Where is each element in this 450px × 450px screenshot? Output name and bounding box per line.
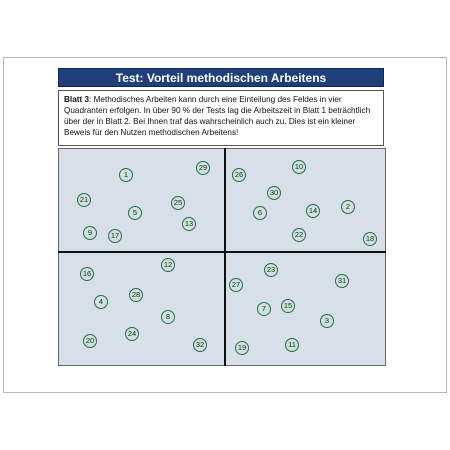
number-circle[interactable]: 4: [94, 295, 108, 309]
number-circle[interactable]: 10: [292, 160, 306, 174]
number-circle[interactable]: 24: [125, 327, 139, 341]
number-circle[interactable]: 7: [257, 302, 271, 316]
slide-title: Test: Vorteil methodischen Arbeitens: [58, 68, 384, 87]
number-circle[interactable]: 20: [83, 334, 97, 348]
number-circle[interactable]: 8: [161, 310, 175, 324]
instruction-text: : Methodisches Arbeiten kann durch eine Einteilung des Feldes in vier Quadranten erfolgen. In über 90 % der Tests lag die Arbeitszeit in Blatt 1 beträchtlich über der in Blatt 2. Bei Ihnen traf das wahrscheinlich auch zu. Dies ist ein kleiner Beweis für den Nutzen methodischen Arbeitens!: [64, 95, 371, 137]
number-circle[interactable]: 28: [129, 288, 143, 302]
number-circle[interactable]: 27: [229, 278, 243, 292]
number-circle[interactable]: 19: [235, 341, 249, 355]
number-circle[interactable]: 12: [161, 258, 175, 272]
number-circle[interactable]: 22: [292, 228, 306, 242]
number-circle[interactable]: 26: [232, 168, 246, 182]
number-circle[interactable]: 30: [267, 186, 281, 200]
number-circle[interactable]: 3: [320, 314, 334, 328]
number-circle[interactable]: 2: [341, 200, 355, 214]
instruction-textbox: [58, 90, 384, 146]
number-circle[interactable]: 25: [171, 196, 185, 210]
number-circle[interactable]: 29: [196, 161, 210, 175]
number-circle[interactable]: 15: [281, 299, 295, 313]
number-circle[interactable]: 11: [285, 338, 299, 352]
number-circle[interactable]: 5: [128, 206, 142, 220]
number-circle[interactable]: 23: [264, 263, 278, 277]
number-circle[interactable]: 18: [363, 232, 377, 246]
number-circle[interactable]: 14: [306, 204, 320, 218]
quadrant-divider-horizontal: [58, 251, 386, 253]
instruction-label: Blatt 3: [64, 95, 90, 104]
number-circle[interactable]: 17: [108, 229, 122, 243]
number-circle[interactable]: 16: [80, 267, 94, 281]
number-circle[interactable]: 32: [193, 338, 207, 352]
number-circle[interactable]: 9: [83, 226, 97, 240]
number-field: [58, 148, 386, 366]
number-circle[interactable]: 1: [119, 168, 133, 182]
number-circle[interactable]: 13: [182, 217, 196, 231]
number-circle[interactable]: 31: [335, 274, 349, 288]
number-circle[interactable]: 6: [253, 206, 267, 220]
quadrant-divider-vertical: [224, 148, 226, 366]
number-circle[interactable]: 21: [77, 193, 91, 207]
